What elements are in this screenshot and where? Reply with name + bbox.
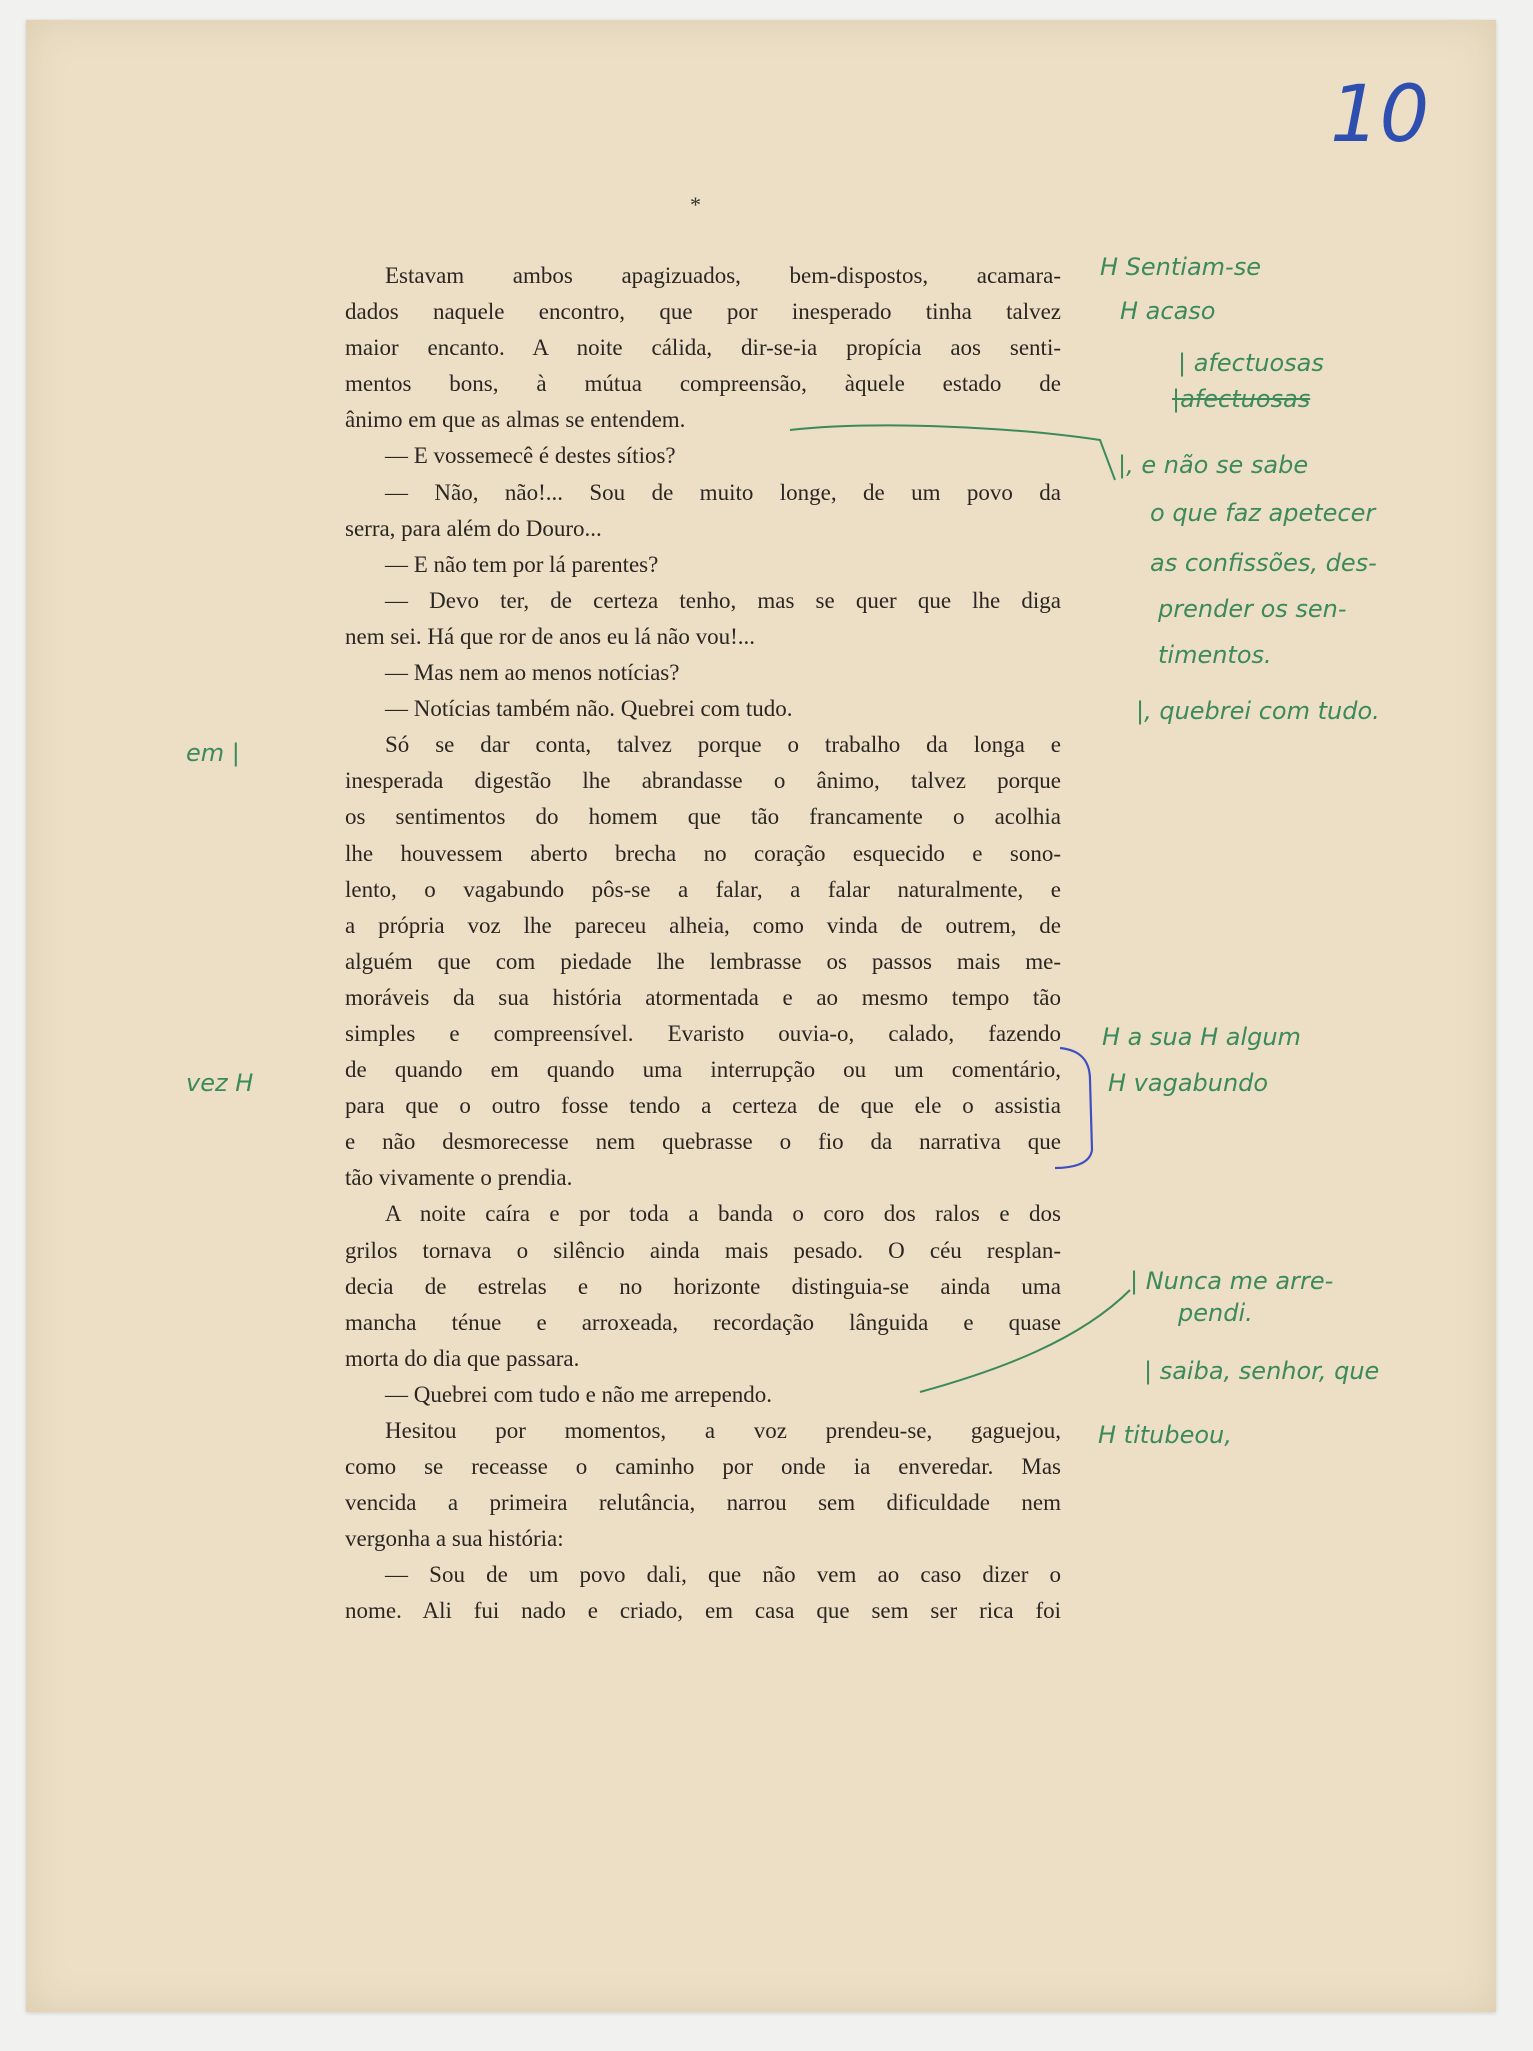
body-line: nem sei. Há que ror de anos eu lá não vou!... bbox=[345, 623, 756, 649]
body-line: — Notícias também não. Quebrei com tudo. bbox=[385, 696, 793, 722]
body-line: como se receasse o caminho por onde ia enveredar. Mas bbox=[345, 1454, 1061, 1480]
margin-note-struck: |afectuosas bbox=[1172, 385, 1311, 413]
body-line: Estavam ambos apagizuados, bem-dispostos, acamara- bbox=[385, 263, 1061, 288]
body-line: alguém que com piedade lhe lembrasse os passos mais me- bbox=[345, 948, 1061, 974]
margin-note: o que faz apetecer bbox=[1150, 499, 1376, 527]
body-line: — Mas nem ao menos notícias? bbox=[385, 660, 680, 686]
page-number: 10 bbox=[1330, 70, 1430, 160]
body-line: dados naquele encontro, que por inesperado tinha talvez bbox=[345, 299, 1061, 325]
margin-note: H acaso bbox=[1120, 297, 1216, 325]
body-line: de quando em quando uma interrupção ou um comentário, bbox=[345, 1057, 1061, 1083]
body-line: — E vossemecê é destes sítios? bbox=[385, 443, 676, 469]
body-line: tão vivamente o prendia. bbox=[345, 1165, 573, 1191]
body-line: vencida a primeira relutância, narrou sem dificuldade nem bbox=[345, 1490, 1061, 1516]
margin-note: prender os sen- bbox=[1158, 595, 1347, 623]
body-line: simples e compreensível. Evaristo ouvia-o, calado, fazendo bbox=[345, 1020, 1061, 1046]
margin-note: pendi. bbox=[1178, 1299, 1253, 1327]
margin-note: H Sentiam-se bbox=[1100, 253, 1261, 281]
body-line: — Não, não!... Sou de muito longe, de um povo da bbox=[385, 479, 1061, 505]
body-line: Só se dar conta, talvez porque o trabalho da longa e bbox=[385, 732, 1061, 758]
body-line: ânimo em que as almas se entendem. bbox=[345, 407, 686, 433]
typed-body-text bbox=[345, 258, 1061, 1630]
body-line: e não desmorecesse nem quebrasse o fio da narrativa que bbox=[345, 1129, 1061, 1155]
body-line: — Quebrei com tudo e não me arrependo. bbox=[385, 1381, 773, 1407]
margin-note: |, e não se sabe bbox=[1118, 451, 1309, 479]
body-line: mancha ténue e arroxeada, recordação lânguida e quase bbox=[345, 1309, 1061, 1335]
body-line: vergonha a sua história: bbox=[345, 1526, 564, 1552]
body-line: lhe houvessem aberto brecha no coração esquecido e sono- bbox=[345, 840, 1061, 866]
body-line: grilos tornava o silêncio ainda mais pesado. O céu resplan- bbox=[345, 1237, 1061, 1263]
body-line: morta do dia que passara. bbox=[345, 1345, 580, 1371]
body-line: Hesitou por momentos, a voz prendeu-se, gaguejou, bbox=[385, 1418, 1061, 1443]
margin-note: timentos. bbox=[1158, 641, 1272, 669]
body-line: — Devo ter, de certeza tenho, mas se quer que lhe diga bbox=[385, 587, 1061, 613]
body-line: lento, o vagabundo pôs-se a falar, a falar naturalmente, e bbox=[345, 876, 1061, 902]
margin-note: H vagabundo bbox=[1108, 1069, 1269, 1097]
left-margin-note: em | bbox=[186, 739, 240, 767]
margin-note: |, quebrei com tudo. bbox=[1136, 697, 1380, 725]
body-line: a própria voz lhe pareceu alheia, como vinda de outrem, de bbox=[345, 912, 1061, 938]
body-line: maior encanto. A noite cálida, dir-se-ia propícia aos senti- bbox=[345, 335, 1061, 361]
body-line: A noite caíra e por toda a banda o coro dos ralos e dos bbox=[385, 1201, 1061, 1227]
margin-note: | saiba, senhor, que bbox=[1144, 1357, 1380, 1385]
margin-note: H titubeou, bbox=[1098, 1421, 1232, 1449]
body-line: decia de estrelas e no horizonte distinguia-se ainda uma bbox=[345, 1273, 1061, 1299]
body-line: para que o outro fosse tendo a certeza de que ele o assistia bbox=[345, 1093, 1061, 1119]
body-line: mentos bons, à mútua compreensão, àquele estado de bbox=[345, 371, 1061, 397]
body-line: — E não tem por lá parentes? bbox=[385, 551, 659, 577]
body-line: moráveis da sua história atormentada e ao mesmo tempo tão bbox=[345, 984, 1061, 1010]
body-line: inesperada digestão lhe abrandasse o ânimo, talvez porque bbox=[345, 768, 1061, 794]
margin-note: | afectuosas bbox=[1178, 349, 1324, 377]
margin-note: | Nunca me arre- bbox=[1130, 1267, 1334, 1295]
body-line: — Sou de um povo dali, que não vem ao caso dizer o bbox=[385, 1562, 1061, 1588]
left-margin-note: vez H bbox=[186, 1069, 254, 1097]
body-line: os sentimentos do homem que tão francamente o acolhia bbox=[345, 804, 1061, 830]
margin-note: as confissões, des- bbox=[1150, 549, 1377, 577]
margin-note: H a sua H algum bbox=[1102, 1023, 1301, 1051]
body-line: nome. Ali fui nado e criado, em casa que sem ser rica foi bbox=[345, 1598, 1061, 1624]
body-line: serra, para além do Douro... bbox=[345, 515, 602, 541]
ornament-asterisk: * bbox=[690, 192, 701, 217]
